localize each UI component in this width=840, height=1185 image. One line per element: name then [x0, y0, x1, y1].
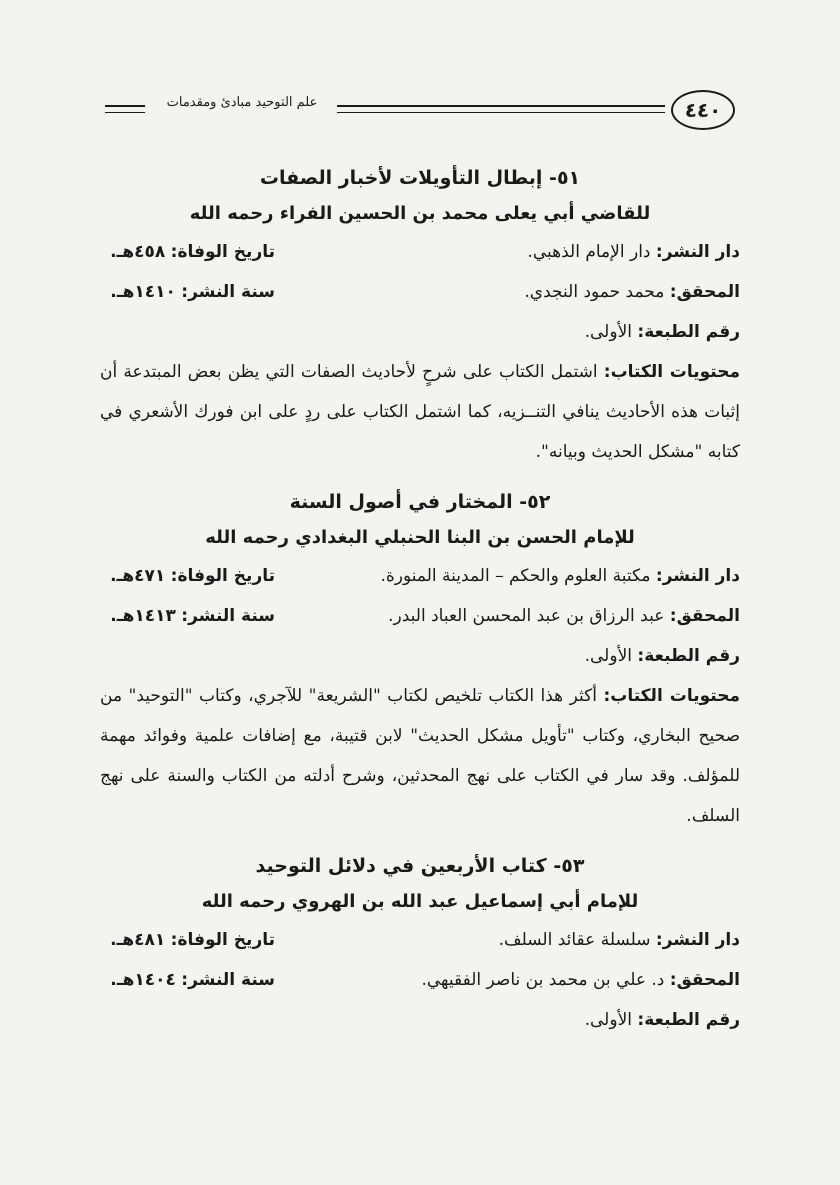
entry-number: ٥٣- [553, 855, 585, 877]
entry-author: للإمام أبي إسماعيل عبد الله بن الهروي رحمه الله [201, 891, 639, 912]
publisher-label: دار النشر: [655, 930, 740, 950]
header-rule-short [105, 105, 145, 113]
entry-title-text: كتاب الأربعين في دلائل التوحيد [255, 855, 547, 877]
pub-year-label: سنة النشر: [181, 606, 275, 626]
death-date-label: تاريخ الوفاة: [170, 242, 275, 262]
editor-label: المحقق: [669, 606, 740, 626]
publisher-label: دار النشر: [655, 242, 740, 262]
edition-value: الأولى. [584, 646, 632, 666]
death-date-value: ٤٨١هـ. [110, 930, 166, 950]
contents-text: اشتمل الكتاب على شرحٍ لأحاديث الصفات التي يظن بعض المبتدعة أن إثبات هذه الأحاديث ينافي التنــزيه، كما اشتمل الكتاب على ردٍ على ابن فورك الأشعري في كتابه "مشكل الحديث وبيانه". [100, 362, 740, 462]
editor-label: المحقق: [669, 970, 740, 990]
publisher-row [100, 920, 740, 960]
pub-year-label: سنة النشر: [181, 282, 275, 302]
editor-row [100, 272, 740, 312]
publisher-label: دار النشر: [655, 566, 740, 586]
edition-label: رقم الطبعة: [637, 646, 740, 666]
entry-number: ٥٢- [519, 491, 551, 513]
entry-author: للإمام الحسن بن البنا الحنبلي البغدادي رحمه الله [205, 527, 635, 548]
page-content [100, 160, 740, 1040]
death-date-label: تاريخ الوفاة: [170, 930, 275, 950]
running-header [105, 90, 735, 130]
editor-value: عبد الرزاق بن عبد المحسن العباد البدر. [388, 606, 665, 626]
entry-title [100, 484, 740, 520]
book-entry-51 [100, 160, 740, 472]
entry-author: للقاضي أبي يعلى محمد بن الحسين الفراء رحمه الله [189, 203, 651, 224]
editor-value: د. علي بن محمد بن ناصر الفقيهي. [421, 970, 665, 990]
editor-label: المحقق: [669, 282, 740, 302]
edition-row [100, 1000, 740, 1040]
contents-label: محتويات الكتاب: [603, 686, 741, 706]
pub-year-label: سنة النشر: [181, 970, 275, 990]
entry-title [100, 848, 740, 884]
edition-label: رقم الطبعة: [637, 322, 740, 342]
death-date-label: تاريخ الوفاة: [170, 566, 275, 586]
page-number: ٤٤٠ [671, 90, 735, 130]
edition-value: الأولى. [584, 1010, 632, 1030]
editor-value: محمد حمود النجدي. [524, 282, 665, 302]
book-entry-52 [100, 484, 740, 836]
pub-year-value: ١٤١٠هـ. [110, 282, 176, 302]
book-entry-53 [100, 848, 740, 1040]
contents-paragraph [100, 676, 740, 836]
editor-row [100, 960, 740, 1000]
death-date-value: ٤٧١هـ. [110, 566, 166, 586]
pub-year-value: ١٤١٣هـ. [110, 606, 176, 626]
publisher-value: سلسلة عقائد السلف. [498, 930, 651, 950]
entry-title [100, 160, 740, 196]
pub-year-value: ١٤٠٤هـ. [110, 970, 176, 990]
publisher-value: دار الإمام الذهبي. [527, 242, 651, 262]
book-title: علم التوحيد مبادئ ومقدمات [166, 95, 318, 110]
death-date-value: ٤٥٨هـ. [110, 242, 166, 262]
edition-row [100, 636, 740, 676]
contents-paragraph [100, 352, 740, 472]
header-rule [337, 105, 665, 113]
publisher-row [100, 556, 740, 596]
editor-row [100, 596, 740, 636]
entry-number: ٥١- [549, 167, 581, 189]
contents-text: أكثر هذا الكتاب تلخيص لكتاب "الشريعة" للآجري، وكتاب "التوحيد" من صحيح البخاري، وكتاب "تأويل مشكل الحديث" لابن قتيبة، مع إضافات علمية وفوائد مهمة للمؤلف. وقد سار في الكتاب على نهج المحدثين، وشرح أدلته من الكتاب والسنة على نهج السلف. [100, 686, 740, 826]
edition-row [100, 312, 740, 352]
publisher-row [100, 232, 740, 272]
entry-title-text: المختار في أصول السنة [289, 491, 513, 513]
publisher-value: مكتبة العلوم والحكم – المدينة المنورة. [380, 566, 651, 586]
contents-label: محتويات الكتاب: [603, 362, 740, 382]
entry-title-text: إبطال التأويلات لأخبار الصفات [259, 167, 543, 189]
edition-label: رقم الطبعة: [637, 1010, 740, 1030]
edition-value: الأولى. [584, 322, 632, 342]
